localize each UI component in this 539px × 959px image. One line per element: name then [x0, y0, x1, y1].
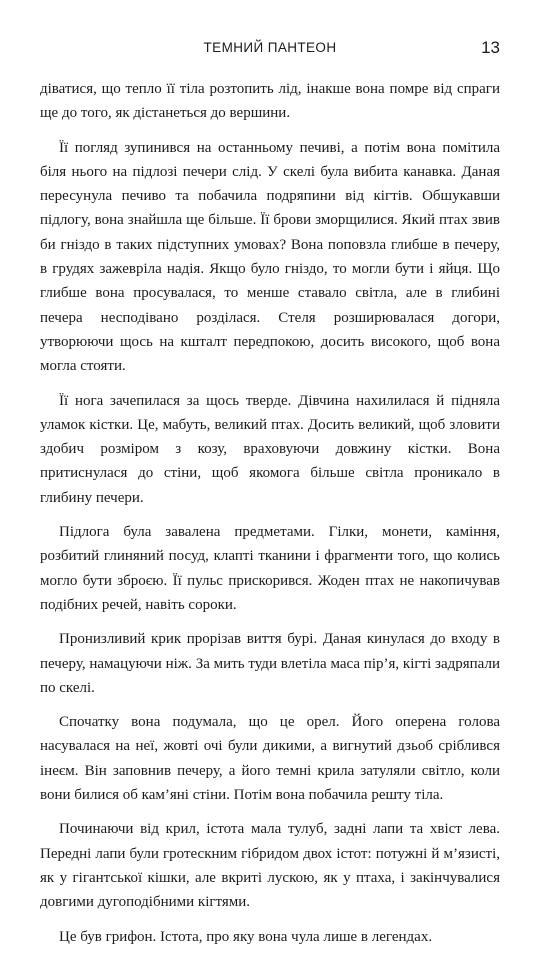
paragraph: Підлога була завалена предметами. Гілки, монети, каміння, розбитий глиняний посуд, клапті тканини і фрагменти того, що колись могло бути зброєю. Її пульс прискорився. Жоден птах не накопичував подібних речей, навіть сороки. — [40, 524, 500, 613]
paragraph: Її нога зачепилася за щось тверде. Дівчина нахилилася й підняла уламок кістки. Це, мабуть, великий птах. Досить великий, щоб зловити здобич розміром з козу, враховуючи довжину кістки. Вона притиснулася до стіни, щоб якомога більше світла проникало в глибину печери. — [40, 392, 500, 506]
book-title: ТЕМНИЙ ПАНТЕОН — [203, 40, 337, 55]
page-number: 13 — [481, 38, 500, 57]
paragraph: Спочатку вона подумала, що це орел. Його оперена голова насувалася на неї, жовті очі були дикими, а вигнутий дзьоб сріблився інеєм. Він заповнив печеру, а його темні крила затуляли світло, коли вони билися об кам’яні стіни. Потім вона побачила решту тіла. — [40, 714, 500, 804]
paragraph: Її погляд зупинився на останньому печиві, а потім вона помітила біля нього на підлозі печери слід. У скелі була вибита канавка. Даная пересунула печиво та побачила подряпини від кігтів. Обшукавши підлогу, вона знайшла ще більше. Її брови зморщилися. Який птах звив би гніздо в таких підступних умовах? Вона поповзла глибше в печеру, в грудях зажевріла надія. Якщо було гніздо, то могли бути і яйця. Що глибше вона просувалася, то менше ставало світла, але в глибині печера несподівано розділася. Стеля розширювалася догори, утворюючи щось на кшталт передпокою, досить високого, щоб вона могла стояти. — [40, 139, 500, 375]
paragraph: Починаючи від крил, істота мала тулуб, задні лапи та хвіст лева. Передні лапи були гротескним гібридом двох істот: потужні й м’язисті, як у гігантської кішки, але вкриті лускою, як у птаха, і закінчувалися довгими дугоподібними кігтями. — [40, 821, 500, 911]
paragraph: Пронизливий крик прорізав виття бурі. Даная кинулася до входу в печеру, намацуючи ніж. За мить туди влетіла маса пір’я, кігті задряпали по скелі. — [40, 631, 500, 696]
book-page — [40, 0, 500, 945]
paragraph: Це був грифон. Істота, про яку вона чула лише в легендах. — [59, 928, 433, 945]
running-header — [40, 36, 500, 60]
paragraph: діватися, що тепло її тіла розтопить лід, інакше вона помре від спраги ще до того, як дістанеться до вершини. — [40, 81, 500, 122]
body-text — [40, 77, 500, 959]
